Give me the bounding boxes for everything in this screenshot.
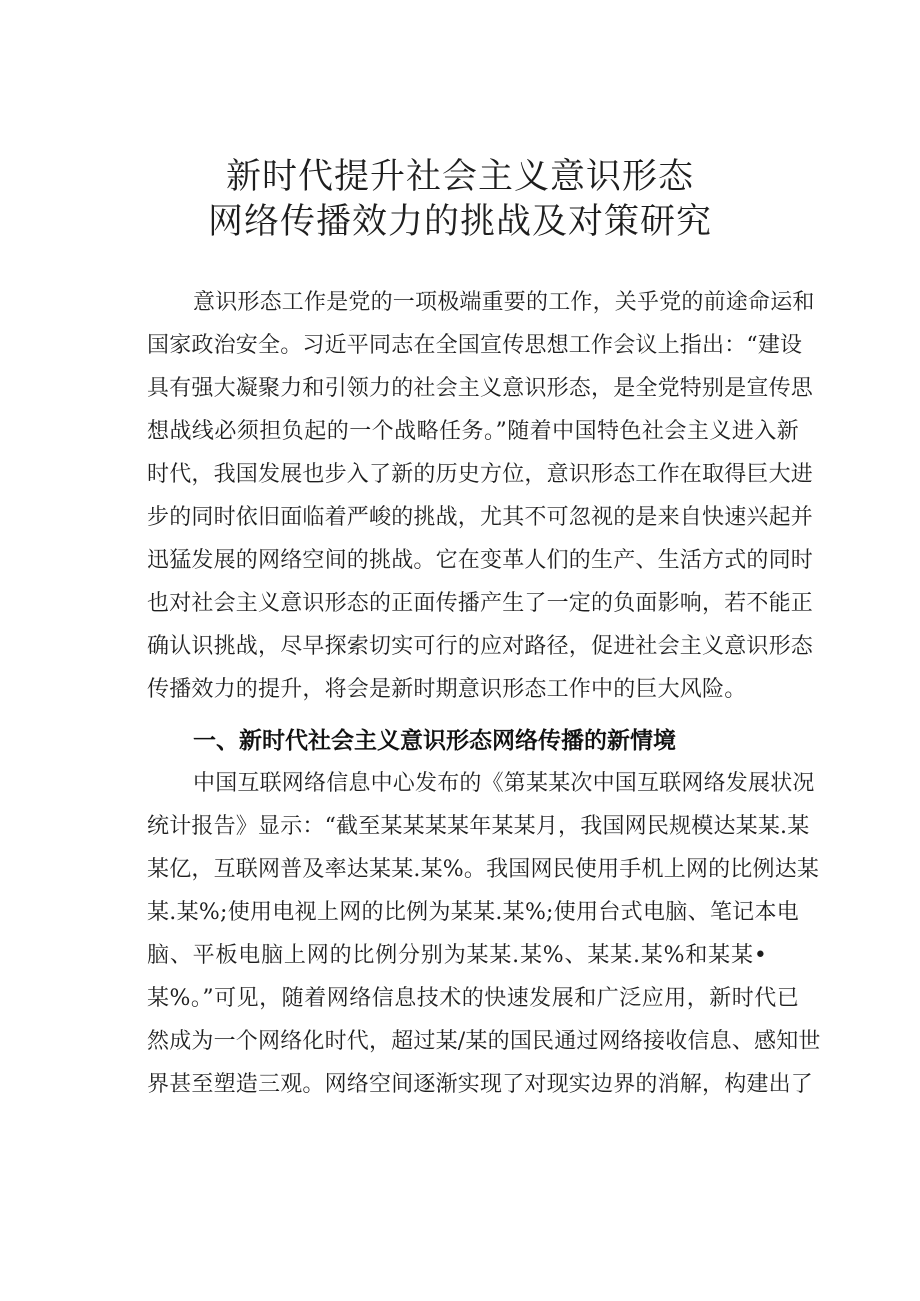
intro-paragraph-line: 也对社会主义意识形态的正面传播产生了一定的负面影响，若不能正 [147,591,814,616]
title-line-1: 新时代提升社会主义意识形态 [225,157,694,197]
intro-paragraph-line: 国家政治安全。习近平同志在全国宣传思想工作会议上指出：“建设 [147,333,803,358]
section-paragraph-line: 统计报告》显示：“截至某某某某年某某月，我国网民规模达某某.某 [147,814,810,839]
section-paragraph-line: 脑、平板电脑上网的比例分别为某某.某%、某某.某%和某某• [147,943,767,968]
intro-paragraph-line: 想战线必须担负起的一个战略任务。”随着中国特色社会主义进入新 [147,419,799,444]
section-paragraph-line: 然成为一个网络化时代，超过某/某的国民通过网络接收信息、感知世 [147,1029,821,1054]
section-paragraph-line: 某%。”可见，随着网络信息技术的快速发展和广泛应用，新时代已 [147,986,799,1011]
section-paragraph-line: 某.某%;使用电视上网的比例为某某.某%;使用台式电脑、笔记本电 [147,900,799,925]
intro-paragraph-line: 确认识挑战，尽早探索切实可行的应对路径，促进社会主义意识形态 [147,634,814,659]
intro-paragraph-line: 传播效力的提升，将会是新时期意识形态工作中的巨大风险。 [147,677,747,702]
title-line-2: 网络传播效力的挑战及对策研究 [207,202,712,242]
intro-paragraph-line: 迅猛发展的网络空间的挑战。它在变革人们的生产、生活方式的同时 [147,548,814,573]
section-paragraph-line: 界甚至塑造三观。网络空间逐渐实现了对现实边界的消解，构建出了 [147,1072,814,1097]
section-paragraph-line: 某亿，互联网普及率达某某.某%。我国网民使用手机上网的比例达某 [147,857,820,882]
intro-paragraph-line: 意识形态工作是党的一项极端重要的工作，关乎党的前途命运和 [193,290,815,315]
intro-paragraph-line: 步的同时依旧面临着严峻的挑战，尤其不可忽视的是来自快速兴起并 [147,505,814,530]
section-heading: 一、新时代社会主义意识形态网络传播的新情境 [193,728,676,754]
intro-paragraph-line: 具有强大凝聚力和引领力的社会主义意识形态，是全党特别是宣传思 [147,376,814,401]
section-paragraph-line: 中国互联网络信息中心发布的《第某某次中国互联网络发展状况 [193,771,815,796]
intro-paragraph-line: 时代，我国发展也步入了新的历史方位，意识形态工作在取得巨大进 [147,462,814,487]
